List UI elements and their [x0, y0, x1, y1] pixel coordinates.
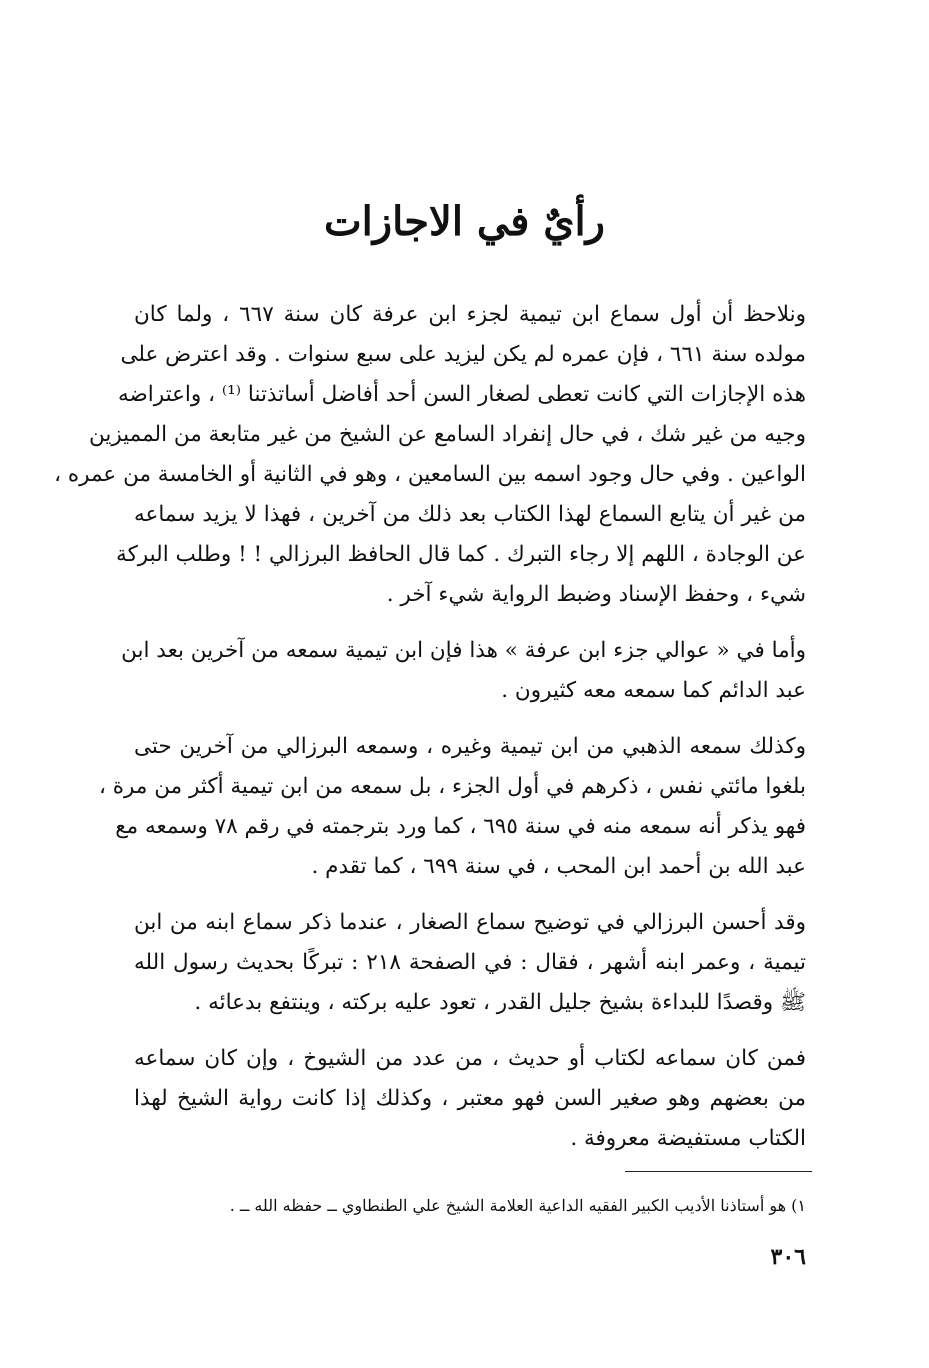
- text-line: وأما في « عوالي جزء ابن عرفة » هذا فإن ابن تيمية سمعه من آخرين بعد ابن: [121, 638, 806, 663]
- paragraph: [99, 727, 806, 887]
- footnote-divider: [625, 1171, 812, 1172]
- text-line: وجيه من غير شك ، في حال إنفراد السامع عن الشيخ من غير متابعة من المميزين: [88, 422, 806, 447]
- paragraph: [134, 1039, 806, 1159]
- body-text: [54, 295, 807, 1159]
- text-line: من بعضهم وهو صغير السن فهو معتبر ، وكذلك إذا كانت رواية الشيخ لهذا: [134, 1086, 806, 1111]
- text-line: ونلاحظ أن أول سماع ابن تيمية لجزء ابن عرفة كان سنة ٦٦٧ ، ولما كان: [134, 302, 807, 327]
- text-line: بلغوا مائتي نفس ، ذكرهم في أول الجزء ، بل سمعه من ابن تيمية أكثر من مرة ،: [99, 774, 806, 799]
- text-line: عبد الدائم كما سمعه معه كثيرون .: [501, 678, 806, 703]
- text-line: فمن كان سماعه لكتاب أو حديث ، من عدد من الشيوخ ، وإن كان سماعه: [134, 1046, 806, 1071]
- text-line: عبد الله بن أحمد ابن المحب ، في سنة ٦٩٩ ، كما تقدم .: [311, 854, 806, 879]
- paragraph: [134, 903, 806, 1023]
- text-line: من غير أن يتابع السماع لهذا الكتاب بعد ذلك من آخرين ، فهذا لا يزيد سماعه: [134, 502, 806, 527]
- paragraph: [54, 295, 807, 615]
- text-line: ﷺ وقصدًا للبداءة بشيخ جليل القدر ، تعود عليه بركته ، وينتفع بدعائه .: [194, 990, 806, 1015]
- text-line: فهو يذكر أنه سمعه منه في سنة ٦٩٥ ، كما ورد بترجمته في رقم ٧٨ وسمعه مع: [115, 814, 806, 839]
- text-line: شيء ، وحفظ الإسناد وضبط الرواية شيء آخر .: [386, 582, 806, 607]
- text-line: وقد أحسن البرزالي في توضيح سماع الصغار ، عندما ذكر سماع ابنه من ابن: [134, 910, 806, 935]
- paragraph: [121, 631, 806, 711]
- page-title: رأيٌ في الاجازات: [324, 198, 605, 245]
- text-line: هذه الإجازات التي كانت تعطى لصغار السن أحد أفاضل أساتذتنا ⁽¹⁾ ، واعتراضه: [117, 382, 806, 407]
- footnote: ١) هو أستاذنا الأديب الكبير الفقيه الداعية العلامة الشيخ علي الطنطاوي ــ حفظه الله ــ .: [229, 1196, 806, 1215]
- text-line: مولده سنة ٦٦١ ، فإن عمره لم يكن ليزيد على سبع سنوات . وقد اعترض على: [120, 342, 806, 367]
- text-line: وكذلك سمعه الذهبي من ابن تيمية وغيره ، وسمعه البرزالي من آخرين حتى: [134, 734, 806, 759]
- text-line: عن الوجادة ، اللهم إلا رجاء التبرك . كما قال الحافظ البرزالي ! ! وطلب البركة: [116, 542, 806, 567]
- text-line: الكتاب مستفيضة معروفة .: [570, 1126, 806, 1151]
- text-line: تيمية ، وعمر ابنه أشهر ، فقال : في الصفحة ٢١٨ : تبركًا بحديث رسول الله: [134, 950, 806, 975]
- text-line: الواعين . وفي حال وجود اسمه بين السامعين ، وهو في الثانية أو الخامسة من عمره ،: [54, 462, 806, 487]
- page-number: ٣٠٦: [770, 1244, 806, 1270]
